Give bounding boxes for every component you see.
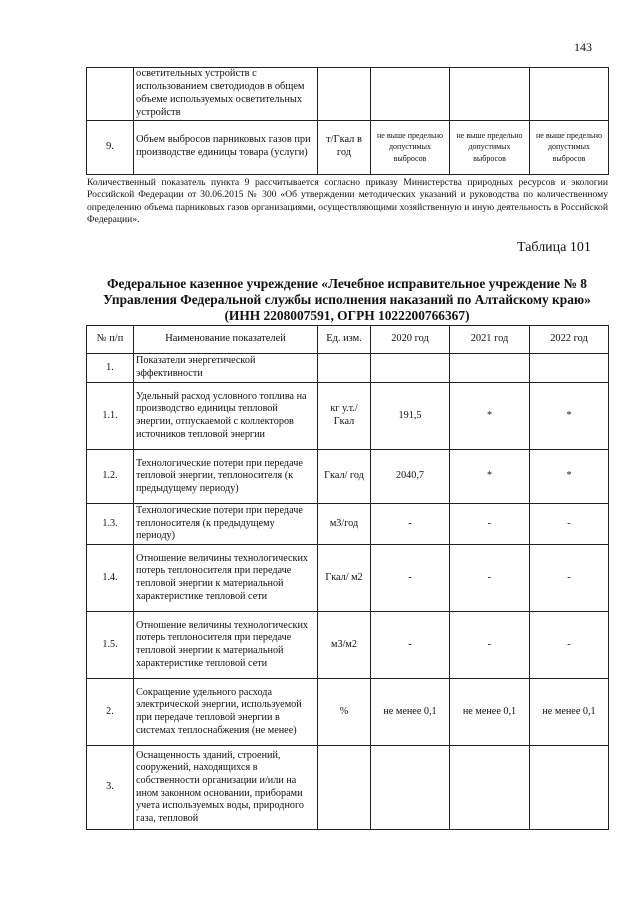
cell-num: 1.2. [87, 450, 134, 504]
cell-num: 3. [87, 746, 134, 830]
cell-name: Технологические потери при передаче тепловой энергии, теплоносителя (к предыдущему периоду) [134, 450, 318, 504]
cell-name: Удельный расход условного топлива на производство единицы тепловой энергии, отпускаемой с коллекторов источников тепловой энергии [134, 383, 318, 450]
cell-2021: - [450, 612, 530, 679]
cell-2021: * [450, 383, 530, 450]
cell-unit: т/Гкал в год [318, 120, 371, 174]
table-row [87, 450, 609, 504]
cell-unit [318, 68, 371, 121]
cell-name: осветительных устройств с использованием светодиодов в общем объеме используемых осветительных устройств [134, 68, 318, 121]
cell-2020: - [371, 612, 450, 679]
table-row [87, 504, 609, 545]
cell-unit: Гкал/ м2 [318, 545, 371, 612]
footnote-text: Количественный показатель пункта 9 рассчитывается согласно приказу Министерства природных ресурсов и экологии Российской Федерации от 30.06.2015 № 300 «Об утверждении методических указаний и руководства по количественному определению объема парниковых газов организациями, осуществляющими хозяйственную и иную деятельность в Российской Федерации». [87, 177, 608, 225]
header-num: № п/п [87, 326, 134, 354]
table-row [87, 354, 609, 383]
header-2022: 2022 год [530, 326, 609, 354]
cell-name: Отношение величины технологических потерь теплоносителя при передаче тепловой энергии к материальной характеристике тепловой сети [134, 612, 318, 679]
continued-indicator-table [86, 67, 609, 175]
cell-name: Отношение величины технологических потерь теплоносителя при передаче тепловой энергии к материальной характеристике тепловой сети [134, 545, 318, 612]
cell-num: 1.1. [87, 383, 134, 450]
table-row [87, 120, 609, 174]
cell-name: Технологические потери при передаче теплоносителя (к предыдущему периоду) [134, 504, 318, 545]
header-2021: 2021 год [450, 326, 530, 354]
cell-2020: не выше предельно допустимых выбросов [371, 120, 450, 174]
cell-2020 [371, 354, 450, 383]
table-row [87, 679, 609, 746]
cell-num: 1. [87, 354, 134, 383]
cell-2020 [371, 68, 450, 121]
cell-2020: 191,5 [371, 383, 450, 450]
cell-2021: не менее 0,1 [450, 679, 530, 746]
page-number: 143 [574, 40, 592, 54]
cell-unit: м3/м2 [318, 612, 371, 679]
cell-2022 [530, 68, 609, 121]
cell-name: Показатели энергетической эффективности [134, 354, 318, 383]
table-row [87, 68, 609, 121]
cell-num: 9. [87, 120, 134, 174]
cell-2022: не менее 0,1 [530, 679, 609, 746]
cell-name: Сокращение удельного расхода электрической энергии, используемой при передаче тепловой энергии в системах теплоснабжения (не менее) [134, 679, 318, 746]
header-2020: 2020 год [371, 326, 450, 354]
table-row [87, 383, 609, 450]
cell-unit [318, 746, 371, 830]
cell-2022: не выше предельно допустимых выбросов [530, 120, 609, 174]
table-heading: Федеральное казенное учреждение «Лечебное исправительное учреждение № 8 Управления Федеральной службы исполнения наказаний по Алтайскому краю» (ИНН 2208007591, ОГРН 1022200766367) [103, 276, 591, 324]
cell-2020: 2040,7 [371, 450, 450, 504]
cell-num [87, 68, 134, 121]
header-name: Наименование показателей [134, 326, 318, 354]
table-header-row [87, 326, 609, 354]
cell-2022: - [530, 504, 609, 545]
header-unit: Ед. изм. [318, 326, 371, 354]
cell-2021 [450, 746, 530, 830]
cell-2022 [530, 354, 609, 383]
cell-name: Оснащенность зданий, строений, сооружений, находящихся в собственности организации и/или на ином законном основании, приборами учета используемых воды, природного газа, тепловой [134, 746, 318, 830]
table-row [87, 545, 609, 612]
cell-2020: - [371, 504, 450, 545]
cell-2020 [371, 746, 450, 830]
table-row [87, 746, 609, 830]
cell-unit: кг у.т./ Гкал [318, 383, 371, 450]
cell-unit: м3/год [318, 504, 371, 545]
cell-2022: * [530, 383, 609, 450]
cell-name: Объем выбросов парниковых газов при производстве единицы товара (услуги) [134, 120, 318, 174]
cell-2021: * [450, 450, 530, 504]
cell-2021: - [450, 504, 530, 545]
cell-2021 [450, 68, 530, 121]
cell-2021 [450, 354, 530, 383]
table-row [87, 612, 609, 679]
indicator-table [86, 325, 609, 830]
cell-2021: - [450, 545, 530, 612]
cell-unit: Гкал/ год [318, 450, 371, 504]
cell-2021: не выше предельно допустимых выбросов [450, 120, 530, 174]
table-label: Таблица 101 [517, 240, 591, 255]
cell-2022: * [530, 450, 609, 504]
cell-num: 1.4. [87, 545, 134, 612]
cell-2022: - [530, 612, 609, 679]
cell-2020: - [371, 545, 450, 612]
cell-num: 1.5. [87, 612, 134, 679]
cell-2020: не менее 0,1 [371, 679, 450, 746]
cell-num: 2. [87, 679, 134, 746]
cell-2022 [530, 746, 609, 830]
cell-unit: % [318, 679, 371, 746]
cell-num: 1.3. [87, 504, 134, 545]
cell-unit [318, 354, 371, 383]
cell-2022: - [530, 545, 609, 612]
